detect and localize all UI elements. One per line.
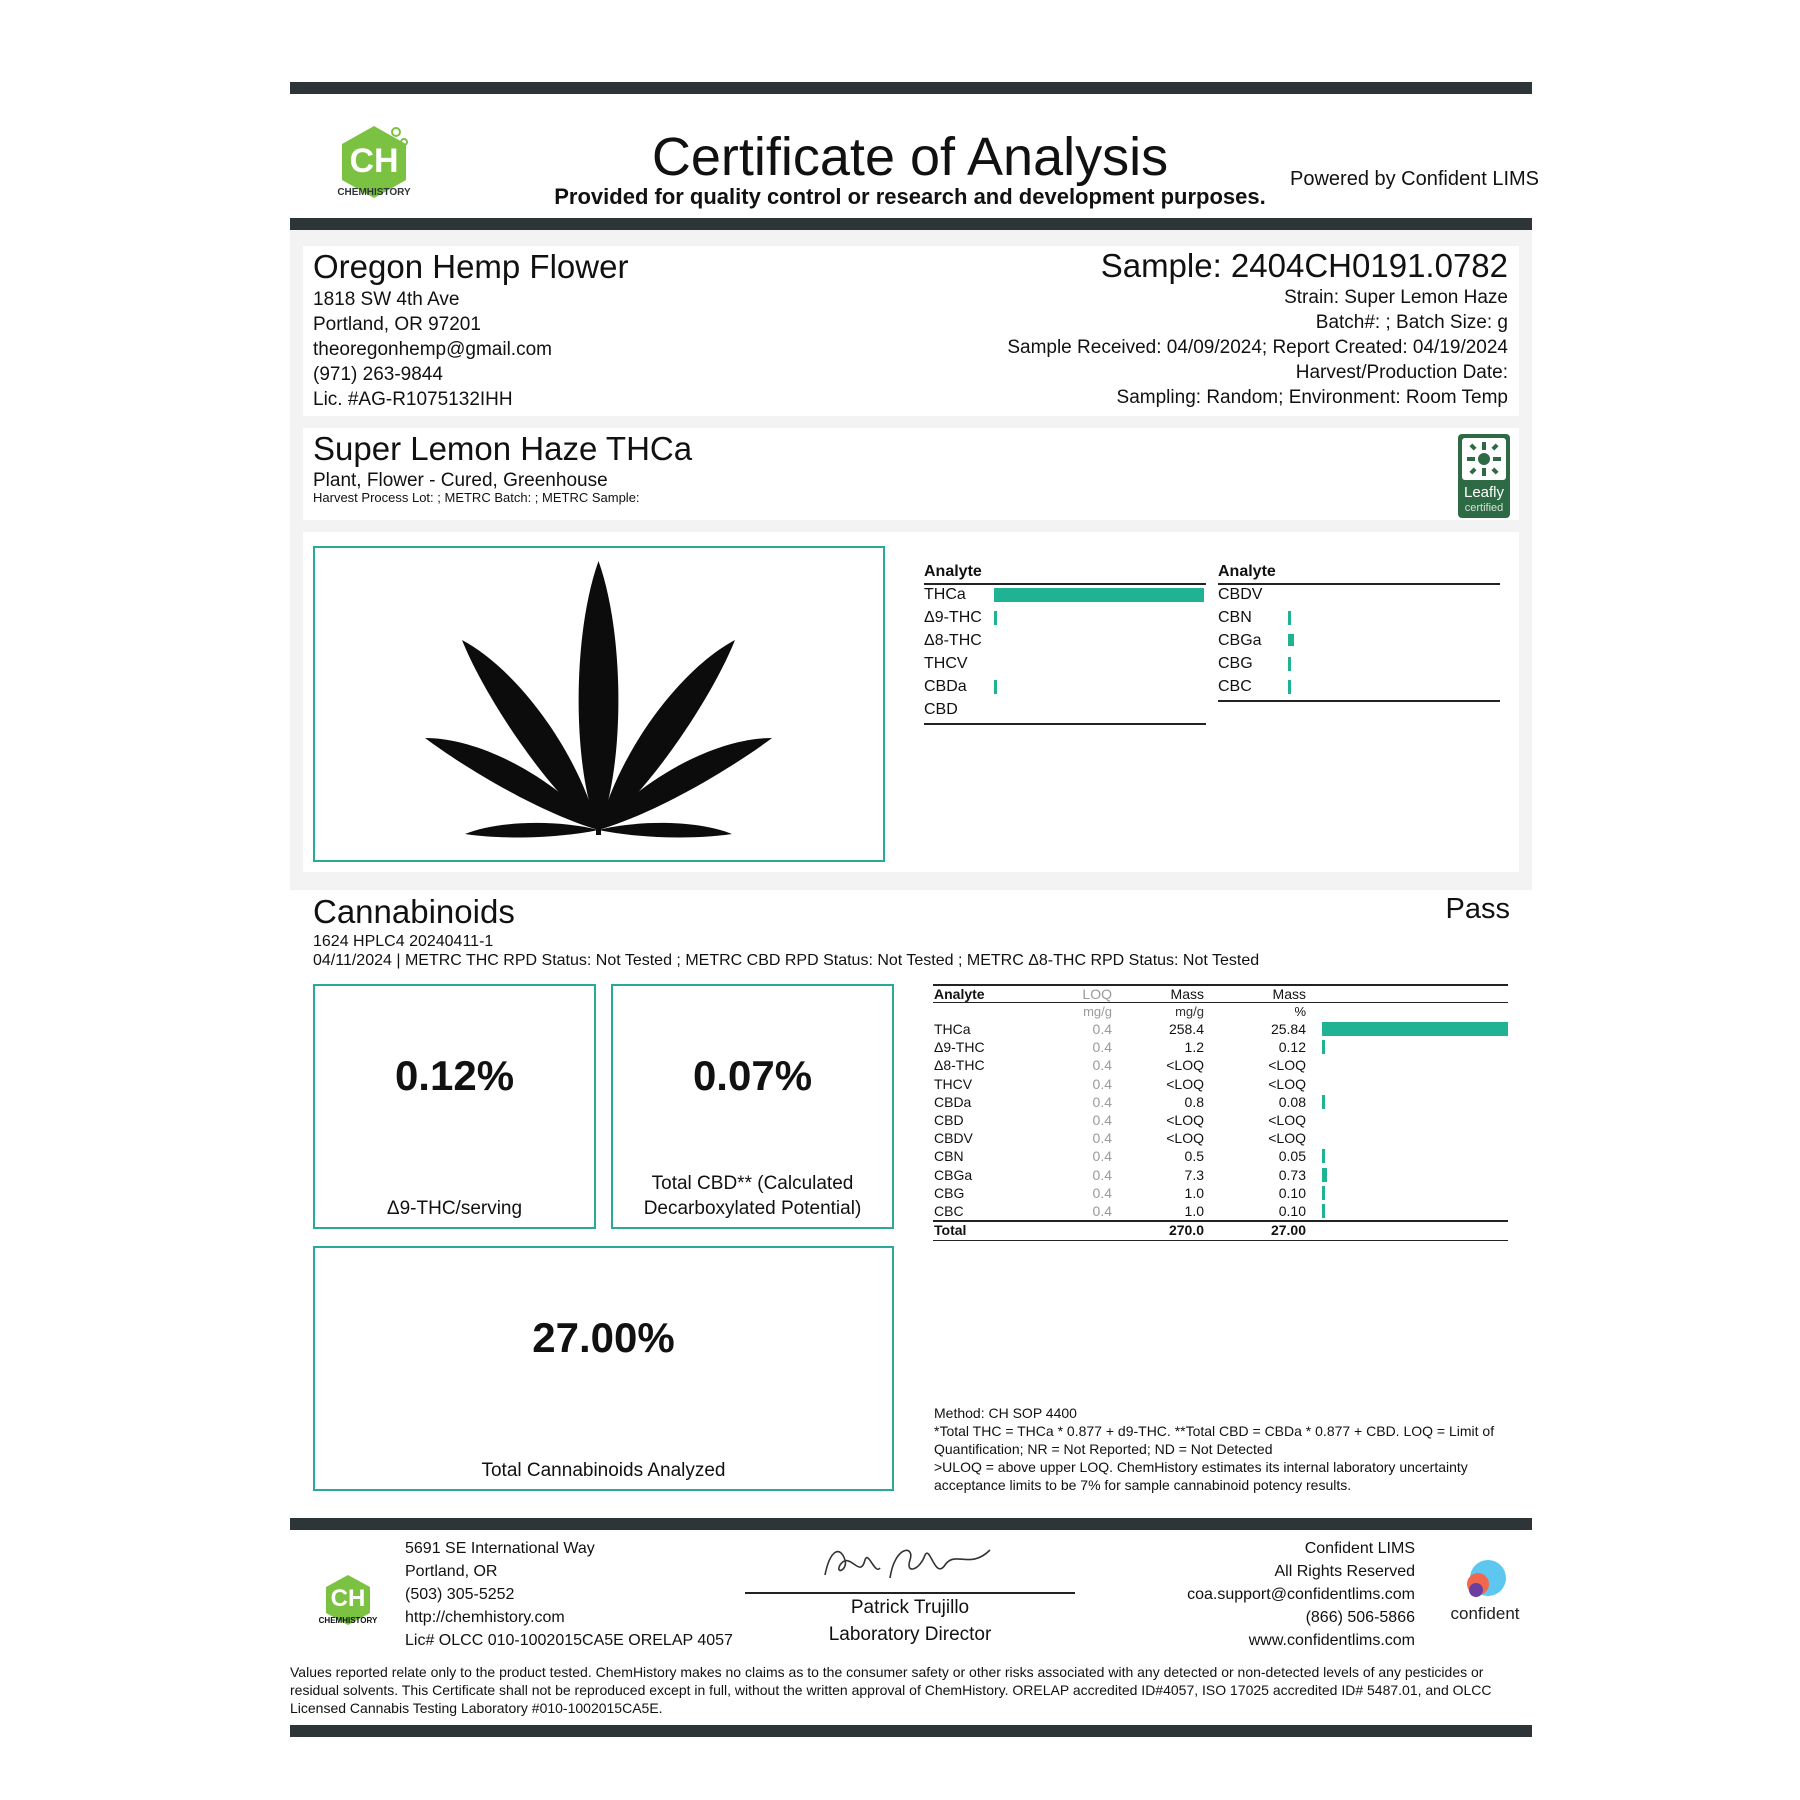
sample-dates: Sample Received: 04/09/2024; Report Created: 04/19/2024 xyxy=(1007,337,1508,358)
summary-analyte-name: CBDa xyxy=(924,678,967,695)
client-address-1: 1818 SW 4th Ave xyxy=(313,289,460,310)
cannabinoids-status: Pass xyxy=(1445,893,1510,925)
unit-mass-pct: % xyxy=(1294,1004,1306,1019)
result-loq: 0.4 xyxy=(1092,1021,1112,1037)
unit-loq: mg/g xyxy=(1083,1004,1112,1019)
result-bar xyxy=(1322,1022,1508,1036)
method-note-1: *Total THC = THCa * 0.877 + d9-THC. **Total CBD = CBDa * 0.877 + CBD. LOQ = Limit of Quantification; NR = Not Reported; ND = Not Detected xyxy=(934,1423,1495,1457)
summary-row xyxy=(924,630,1206,652)
results-table-bottom-rule xyxy=(933,1240,1508,1241)
logo-letters: CH xyxy=(349,142,399,180)
lims-email[interactable]: coa.support@confidentlims.com xyxy=(1187,1586,1415,1603)
result-mass-pct: <LOQ xyxy=(1268,1057,1306,1074)
lab-license: Lic# OLCC 010-1002015CA5E ORELAP 4057 xyxy=(405,1632,733,1649)
summary-analyte-name: THCa xyxy=(924,586,966,603)
leafly-sublabel: certified xyxy=(1464,502,1504,514)
table-row xyxy=(933,1147,1508,1165)
cannabis-leaf-icon xyxy=(315,548,882,859)
lab-address-1: 5691 SE International Way xyxy=(405,1540,595,1557)
sample-harvest: Harvest/Production Date: xyxy=(1295,362,1508,383)
table-row xyxy=(933,1093,1508,1111)
result-bar xyxy=(1322,1040,1325,1054)
page-title: Certificate of Analysis xyxy=(651,127,1169,187)
footer-logo-letters: CH xyxy=(330,1585,366,1612)
client-email: theoregonhemp@gmail.com xyxy=(313,339,552,360)
total-cbd-value: 0.07% xyxy=(692,1052,813,1099)
sample-batch: Batch#: ; Batch Size: g xyxy=(1315,312,1508,333)
col-header-analyte: Analyte xyxy=(934,986,985,1002)
director-name: Patrick Trujillo xyxy=(850,1597,970,1618)
result-mass-pct: 0.05 xyxy=(1278,1148,1306,1165)
result-mass-mg: 258.4 xyxy=(1168,1021,1204,1037)
footer-logo-caption: CHEMHISTORY xyxy=(318,1616,378,1625)
lims-website[interactable]: www.confidentlims.com xyxy=(1248,1632,1415,1649)
result-loq: 0.4 xyxy=(1092,1148,1112,1165)
result-analyte: CBG xyxy=(934,1184,965,1201)
summary-row xyxy=(1218,607,1500,629)
result-mass-pct: <LOQ xyxy=(1268,1075,1306,1092)
total-cbd-label: Total CBD** (Calculated Decarboxylated Potential) xyxy=(643,1173,862,1219)
result-bar xyxy=(1322,1149,1325,1163)
result-analyte: CBN xyxy=(934,1148,964,1165)
result-mass-pct: 25.84 xyxy=(1270,1021,1306,1037)
summary-analyte-name: Δ8-THC xyxy=(924,632,982,649)
summary-row xyxy=(924,607,1206,629)
total-cannabinoids-label: Total Cannabinoids Analyzed xyxy=(481,1460,726,1481)
top-rule xyxy=(290,82,1532,94)
client-name: Oregon Hemp Flower xyxy=(313,248,629,285)
result-mass-pct: <LOQ xyxy=(1268,1130,1306,1147)
delta9-serving-value: 0.12% xyxy=(394,1052,515,1099)
confident-circles-icon xyxy=(1440,1556,1530,1602)
summary-row xyxy=(924,699,1206,721)
leafly-flower-icon xyxy=(1458,434,1510,484)
result-mass-mg: <LOQ xyxy=(1166,1075,1204,1092)
result-loq: 0.4 xyxy=(1092,1093,1112,1110)
total-cbd-box xyxy=(611,984,894,1229)
result-analyte: CBD xyxy=(934,1112,964,1128)
result-mass-mg: 1.0 xyxy=(1184,1203,1204,1219)
result-loq: 0.4 xyxy=(1092,1166,1112,1183)
product-name: Super Lemon Haze THCa xyxy=(313,430,693,467)
results-table-total-rule xyxy=(933,1220,1508,1222)
table-row xyxy=(933,1038,1508,1056)
unit-mass-mg: mg/g xyxy=(1175,1004,1204,1019)
leafly-badge xyxy=(1458,434,1510,518)
summary-bar xyxy=(994,611,997,625)
client-phone: (971) 263-9844 xyxy=(313,364,443,385)
summary-bottom-rule xyxy=(924,723,1206,725)
results-table-top-rule xyxy=(933,984,1508,986)
table-row xyxy=(933,1056,1508,1074)
result-mass-mg: 7.3 xyxy=(1184,1166,1204,1183)
result-analyte: CBGa xyxy=(934,1166,973,1183)
product-type: Plant, Flower - Cured, Greenhouse xyxy=(313,470,608,491)
table-row xyxy=(933,1202,1508,1220)
col-header-mass-pct: Mass xyxy=(1272,986,1306,1002)
cannabinoids-rpd-status: 04/11/2024 | METRC THC RPD Status: Not Tested ; METRC CBD RPD Status: Not Tested ; METRC Δ8-THC RPD Status: Not Tested xyxy=(313,952,1260,969)
result-analyte: Δ9-THC xyxy=(934,1039,985,1056)
result-analyte: THCa xyxy=(934,1021,971,1037)
result-analyte: CBDa xyxy=(934,1093,972,1110)
client-license: Lic. #AG-R1075132IHH xyxy=(313,389,513,410)
result-mass-mg: <LOQ xyxy=(1166,1130,1204,1147)
summary-col1-header: Analyte xyxy=(924,563,982,580)
result-loq: 0.4 xyxy=(1092,1203,1112,1219)
summary-bar xyxy=(994,588,1204,602)
summary-analyte-name: CBDV xyxy=(1218,586,1263,603)
summary-row xyxy=(924,653,1206,675)
summary-analyte-name: CBN xyxy=(1218,609,1252,626)
summary-row xyxy=(1218,630,1500,652)
summary-bar xyxy=(994,680,997,694)
result-mass-pct: 0.12 xyxy=(1278,1039,1306,1056)
summary-bar xyxy=(1288,634,1294,646)
lab-phone: (503) 305-5252 xyxy=(405,1586,515,1603)
table-row xyxy=(933,1166,1508,1184)
result-mass-pct: 0.10 xyxy=(1278,1184,1306,1201)
summary-row xyxy=(924,676,1206,698)
result-analyte: Δ8-THC xyxy=(934,1057,985,1074)
summary-analyte-name: THCV xyxy=(924,655,968,672)
result-bar xyxy=(1322,1204,1325,1218)
lims-name: Confident LIMS xyxy=(1304,1540,1415,1557)
signature-line xyxy=(745,1592,1075,1594)
cannabinoids-instrument: 1624 HPLC4 20240411-1 xyxy=(313,933,494,950)
result-mass-mg: <LOQ xyxy=(1166,1057,1204,1074)
total-cannabinoids-value: 27.00% xyxy=(532,1314,675,1361)
result-mass-pct: <LOQ xyxy=(1268,1112,1306,1128)
summary-bar xyxy=(1288,611,1291,625)
sample-sampling: Sampling: Random; Environment: Room Temp xyxy=(1116,387,1508,408)
result-loq: 0.4 xyxy=(1092,1112,1112,1128)
result-mass-mg: <LOQ xyxy=(1166,1112,1204,1128)
cannabinoids-title: Cannabinoids xyxy=(313,893,515,930)
result-bar xyxy=(1322,1095,1325,1109)
summary-col2-header: Analyte xyxy=(1218,563,1276,580)
col-header-mass-mg: Mass xyxy=(1170,986,1204,1002)
sample-id: Sample: 2404CH0191.0782 xyxy=(1100,247,1508,284)
total-mass-mg: 270.0 xyxy=(1168,1222,1204,1238)
result-loq: 0.4 xyxy=(1092,1057,1112,1074)
result-loq: 0.4 xyxy=(1092,1184,1112,1201)
product-image-frame xyxy=(313,546,885,862)
director-title: Laboratory Director xyxy=(828,1624,992,1645)
result-analyte: CBC xyxy=(934,1203,964,1219)
result-analyte: THCV xyxy=(934,1075,973,1092)
result-mass-pct: 0.10 xyxy=(1278,1203,1306,1219)
method-note-2: >ULOQ = above upper LOQ. ChemHistory estimates its internal laboratory uncertainty acceptance limits to be 7% for sample cannabinoid potency results. xyxy=(934,1459,1468,1493)
result-analyte: CBDV xyxy=(934,1130,973,1147)
result-mass-pct: 0.08 xyxy=(1278,1093,1306,1110)
total-cannabinoids-box xyxy=(313,1246,894,1491)
result-mass-mg: 1.0 xyxy=(1184,1184,1204,1201)
lab-address-2: Portland, OR xyxy=(405,1563,498,1580)
sample-strain: Strain: Super Lemon Haze xyxy=(1284,287,1508,308)
confident-logo xyxy=(1440,1556,1530,1626)
powered-by: Powered by Confident LIMS xyxy=(1290,168,1540,190)
summary-analyte-name: Δ9-THC xyxy=(924,609,982,626)
table-row xyxy=(933,1111,1508,1129)
lims-rights: All Rights Reserved xyxy=(1274,1563,1415,1580)
summary-analyte-name: CBC xyxy=(1218,678,1252,695)
signature-scribble xyxy=(820,1540,1000,1590)
leafly-label: Leafly xyxy=(1463,484,1505,501)
logo-caption: CHEMHISTORY xyxy=(337,187,411,198)
product-lots: Harvest Process Lot: ; METRC Batch: ; METRC Sample: xyxy=(313,490,640,505)
total-label: Total xyxy=(934,1222,967,1238)
result-loq: 0.4 xyxy=(1092,1075,1112,1092)
summary-bar xyxy=(1288,680,1291,694)
summary-row xyxy=(1218,653,1500,675)
summary-analyte-name: CBGa xyxy=(1218,632,1262,649)
summary-bar xyxy=(1288,657,1291,671)
delta9-serving-label: Δ9-THC/serving xyxy=(386,1198,523,1219)
result-mass-mg: 0.8 xyxy=(1184,1093,1204,1110)
page-subtitle: Provided for quality control or research and development purposes. xyxy=(554,184,1266,209)
table-row xyxy=(933,1184,1508,1202)
header-rule xyxy=(290,218,1532,230)
result-loq: 0.4 xyxy=(1092,1130,1112,1147)
lab-website[interactable]: http://chemhistory.com xyxy=(405,1609,565,1626)
disclaimer: Values reported relate only to the product tested. ChemHistory makes no claims as to the consumer safety or other risks associated with any detected or non-detected levels of any pesticides or residual solvents. This Certificate shall not be reproduced except in full, without the written approval of ChemHistory. ORELAP accredited ID#4057, ISO 17025 accredited ID# 5487.01, and OLCC Licensed Cannabis Testing Laboratory #010-1002015CA5E. xyxy=(290,1664,1492,1716)
summary-bottom-rule xyxy=(1218,700,1500,702)
confident-label: confident xyxy=(1450,1604,1520,1623)
result-mass-mg: 0.5 xyxy=(1184,1148,1204,1165)
table-row xyxy=(933,1129,1508,1147)
director-signature xyxy=(820,1540,1000,1590)
summary-analyte-name: CBG xyxy=(1218,655,1253,672)
summary-row xyxy=(1218,676,1500,698)
method-text: Method: CH SOP 4400 xyxy=(934,1405,1077,1421)
result-mass-mg: 1.2 xyxy=(1184,1039,1204,1056)
summary-analyte-name: CBD xyxy=(924,701,958,718)
results-table-header-rule xyxy=(933,1002,1508,1003)
result-bar xyxy=(1322,1168,1327,1182)
col-header-loq: LOQ xyxy=(1082,986,1112,1002)
result-loq: 0.4 xyxy=(1092,1039,1112,1056)
table-row xyxy=(933,1075,1508,1093)
result-bar xyxy=(1322,1186,1325,1200)
delta9-serving-box xyxy=(313,984,596,1229)
total-mass-pct: 27.00 xyxy=(1270,1222,1306,1238)
summary-row xyxy=(1218,584,1500,606)
client-address-2: Portland, OR 97201 xyxy=(313,314,481,335)
bottom-rule xyxy=(290,1725,1532,1737)
lims-phone: (866) 506-5866 xyxy=(1305,1609,1415,1626)
result-mass-pct: 0.73 xyxy=(1278,1166,1306,1183)
footer-rule xyxy=(290,1518,1532,1530)
